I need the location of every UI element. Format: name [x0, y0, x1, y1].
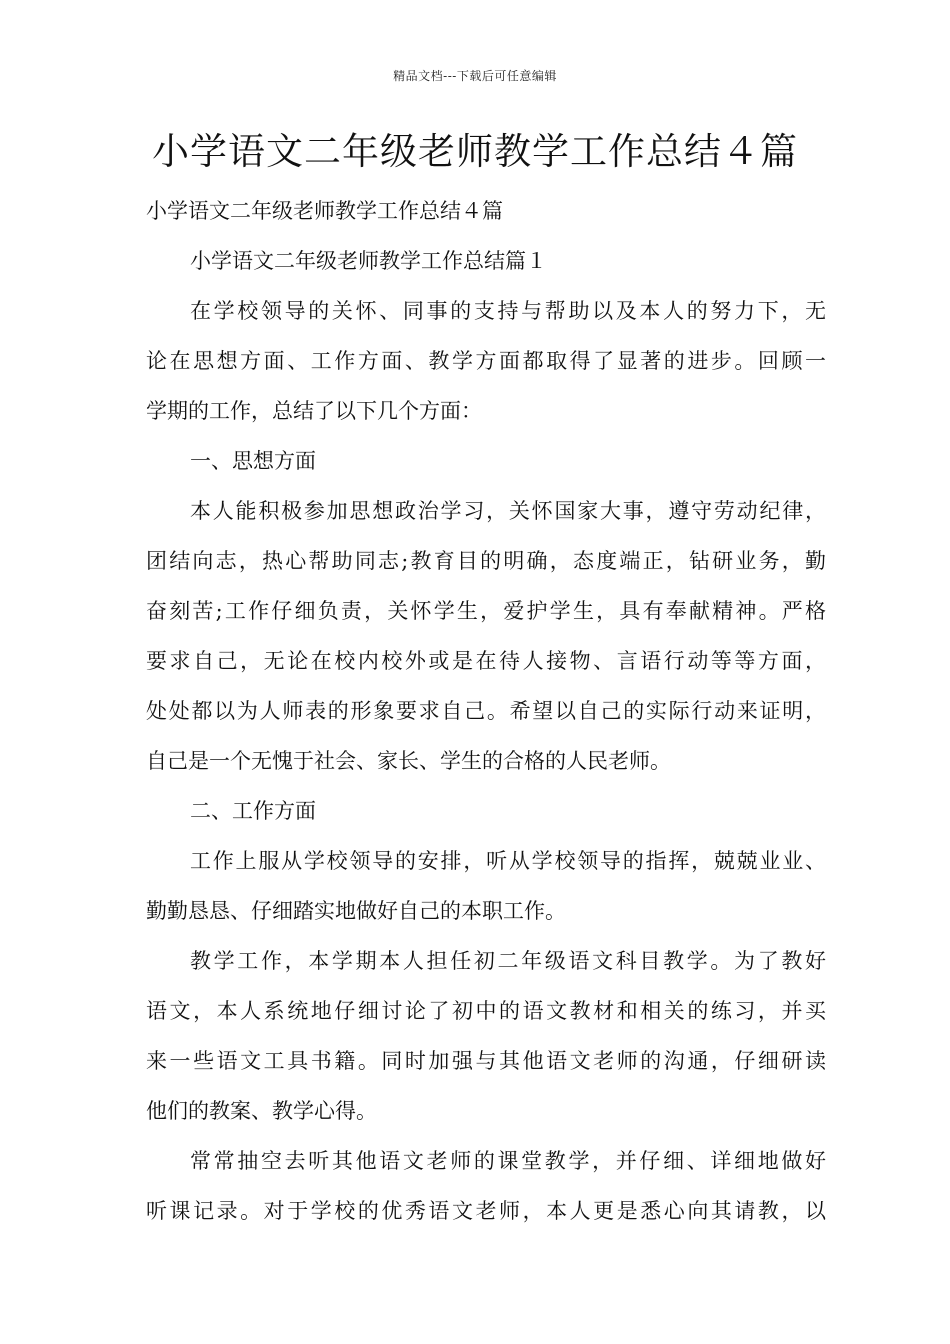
- text-line: 小学语文二年级老师教学工作总结４篇: [146, 199, 503, 223]
- text-line: 在学校领导的关怀、同事的支持与帮助以及本人的努力下，无: [190, 299, 826, 323]
- text-line: 处处都以为人师表的形象要求自己。希望以自己的实际行动来证明，: [146, 699, 826, 723]
- text-line: 一、思想方面: [190, 449, 316, 473]
- document-title: 小学语文二年级老师教学工作总结４篇: [152, 130, 798, 173]
- text-line: 听课记录。对于学校的优秀语文老师，本人更是悉心向其请教，以: [146, 1199, 826, 1223]
- text-line: 语文，本人系统地仔细讨论了初中的语文教材和相关的练习，并买: [146, 999, 826, 1023]
- text-line: 常常抽空去听其他语文老师的课堂教学，并仔细、详细地做好: [190, 1149, 826, 1173]
- text-line: 论在思想方面、工作方面、教学方面都取得了显著的进步。回顾一: [146, 349, 826, 373]
- text-line: 奋刻苦;工作仔细负责，关怀学生，爱护学生，具有奉献精神。严格: [146, 599, 826, 623]
- text-line: 自己是一个无愧于社会、家长、学生的合格的人民老师。: [146, 749, 671, 773]
- header-note: 精品文档---下载后可任意编辑: [393, 69, 557, 83]
- text-line: 要求自己，无论在校内校外或是在待人接物、言语行动等等方面，: [146, 649, 826, 673]
- text-line: 二、工作方面: [190, 799, 316, 823]
- document-body: [146, 186, 826, 1236]
- text-line: 来一些语文工具书籍。同时加强与其他语文老师的沟通，仔细研读: [146, 1049, 826, 1073]
- text-line: 教学工作，本学期本人担任初二年级语文科目教学。为了教好: [190, 949, 826, 973]
- text-line: 他们的教案、教学心得。: [146, 1099, 377, 1123]
- text-line: 本人能积极参加思想政治学习，关怀国家大事，遵守劳动纪律，: [190, 499, 826, 523]
- text-line: 小学语文二年级老师教学工作总结篇１: [190, 249, 547, 273]
- text-line: 学期的工作，总结了以下几个方面：: [146, 399, 482, 423]
- text-line: 团结向志，热心帮助同志;教育目的明确，态度端正，钻研业务，勤: [146, 549, 826, 573]
- text-line: 勤勤恳恳、仔细踏实地做好自己的本职工作。: [146, 899, 566, 923]
- text-line: 工作上服从学校领导的安排，听从学校领导的指挥，兢兢业业、: [190, 849, 826, 873]
